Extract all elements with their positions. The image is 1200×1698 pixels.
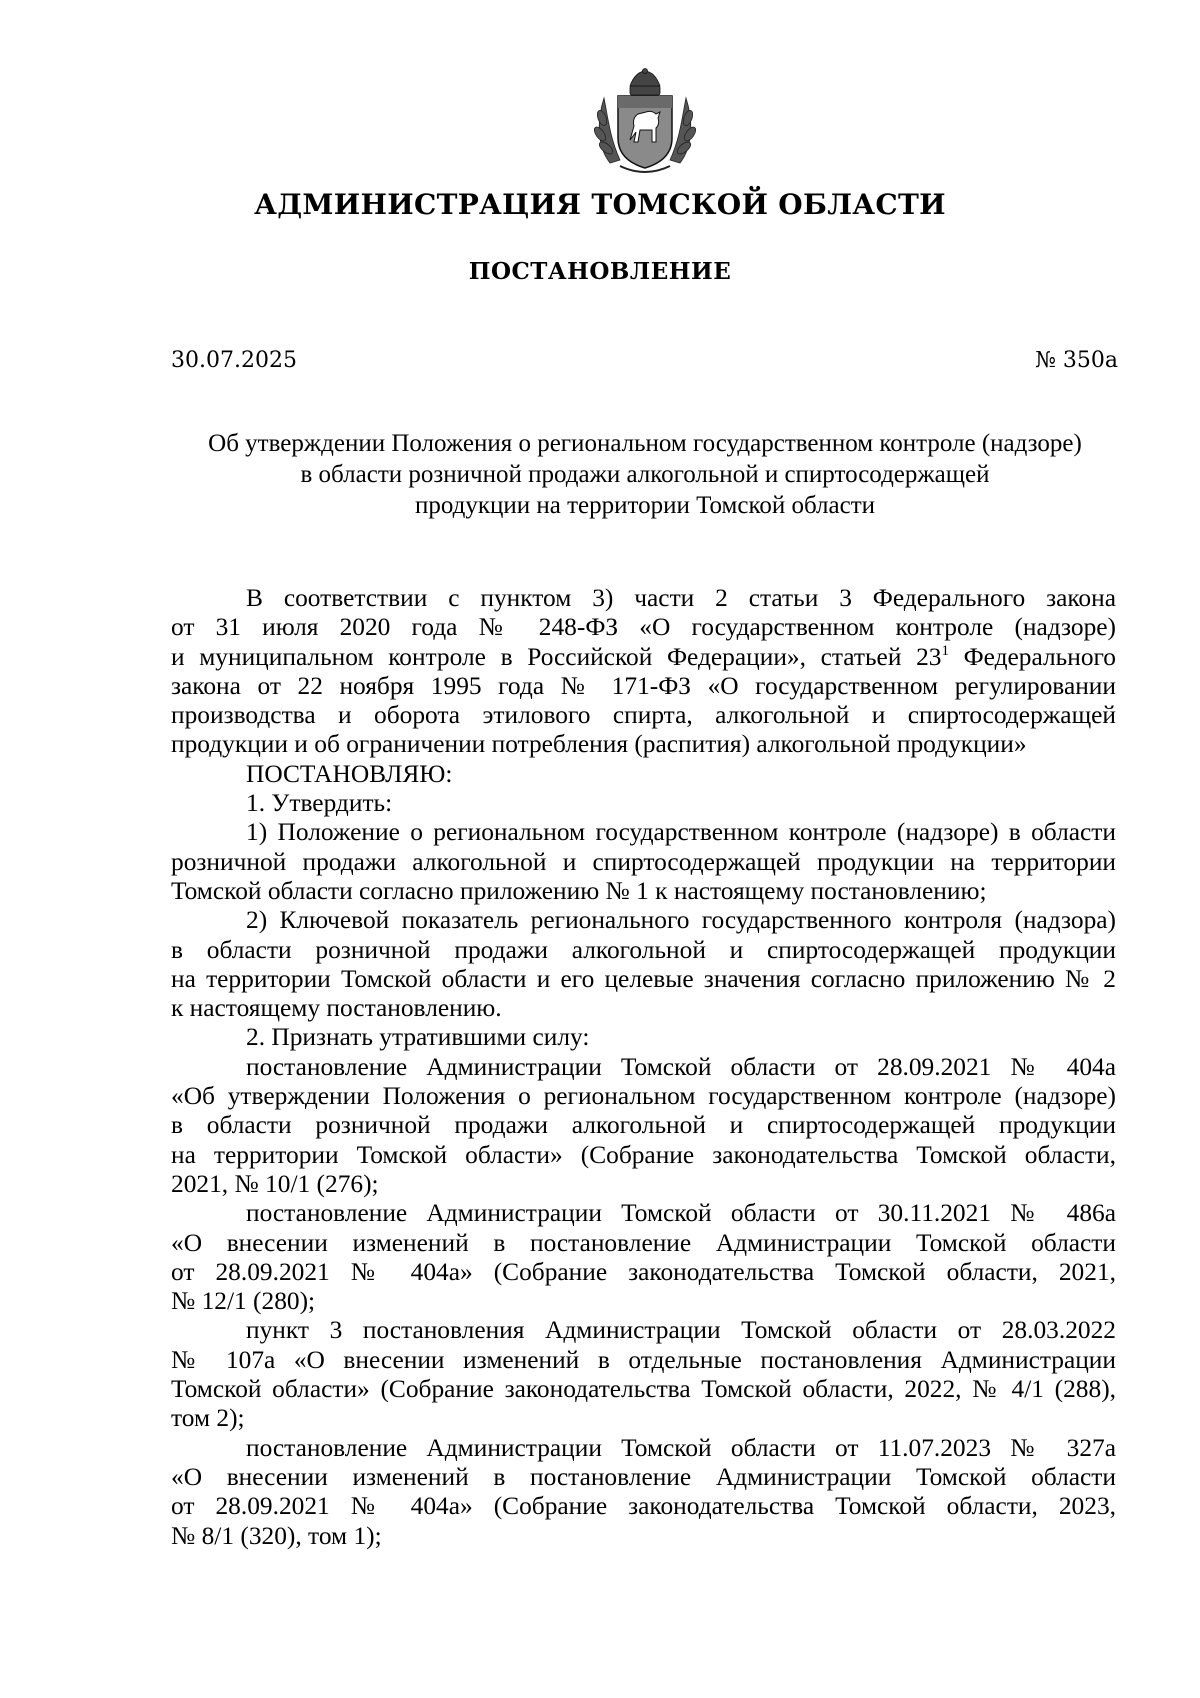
document-number: № 350а	[1035, 348, 1118, 373]
superscript: 1	[941, 642, 949, 659]
body-line: от 28.09.2021 № 404а» (Собрание законодательства Томской области, 2021,	[171, 1257, 1116, 1286]
body-text: Федерального	[948, 642, 1116, 671]
decree-word: ПОСТАНОВЛЯЮ:	[246, 759, 453, 788]
body-text: и муниципальном контроле в Российской Федерации», статьей 23	[171, 642, 942, 671]
body-line: «О внесении изменений в постановление Администрации Томской области	[171, 1228, 1116, 1257]
paragraph-heading: 2. Признать утратившими силу:	[246, 1023, 590, 1052]
body-line: продукции и об ограничении потребления (распития) алкогольной продукции»	[171, 730, 1027, 759]
body-line: «Об утверждении Положения о региональном государственном контроле (надзоре)	[171, 1082, 1116, 1111]
body-line: «О внесении изменений в постановление Администрации Томской области	[171, 1462, 1116, 1491]
body-line: Томской области согласно приложению № 1 к настоящему постановлению;	[171, 876, 987, 905]
body-line	[171, 643, 1116, 672]
body-line: постановление Администрации Томской области от 11.07.2023 № 327а	[246, 1433, 1116, 1462]
body-line: № 12/1 (280);	[171, 1287, 316, 1316]
organization-title: АДМИНИСТРАЦИЯ ТОМСКОЙ ОБЛАСТИ	[254, 188, 946, 221]
body-line: на территории Томской области и его целевые значения согласно приложению № 2	[171, 964, 1116, 993]
body-line: 2) Ключевой показатель регионального государственного контроля (надзора)	[246, 906, 1116, 935]
body-line: № 8/1 (320), том 1);	[171, 1521, 382, 1550]
document-body	[171, 584, 1116, 1551]
body-line: розничной продажи алкогольной и спиртосодержащей продукции на территории	[171, 847, 1116, 876]
document-subject	[170, 428, 1120, 521]
body-line: В соответствии с пунктом 3) части 2 статьи 3 Федерального закона	[246, 584, 1116, 612]
body-line: Томской области» (Собрание законодательства Томской области, 2022, № 4/1 (288),	[171, 1375, 1116, 1404]
body-line: в области розничной продажи алкогольной и спиртосодержащей продукции	[171, 935, 1116, 964]
subject-line: в области розничной продажи алкогольной и спиртосодержащей	[300, 461, 990, 488]
body-line: постановление Администрации Томской области от 28.09.2021 № 404а	[246, 1052, 1116, 1081]
paragraph-heading: 1. Утвердить:	[246, 789, 393, 818]
body-line: № 107а «О внесении изменений в отдельные постановления Администрации	[171, 1345, 1116, 1374]
body-line: к настоящему постановлению.	[171, 994, 502, 1023]
body-line: закона от 22 ноября 1995 года № 171-ФЗ «О государственном регулировании	[171, 671, 1116, 700]
body-line: 1) Положение о региональном государственном контроле (надзоре) в области	[246, 818, 1116, 847]
body-line: постановление Администрации Томской области от 30.11.2021 № 486а	[246, 1199, 1116, 1228]
subject-line: Об утверждении Положения о региональном государственном контроле (надзоре)	[208, 430, 1082, 457]
body-line: производства и оборота этилового спирта, алкогольной и спиртосодержащей	[171, 701, 1116, 730]
body-line: в области розничной продажи алкогольной и спиртосодержащей продукции	[171, 1111, 1116, 1140]
body-line: 2021, № 10/1 (276);	[171, 1169, 379, 1198]
body-line: пункт 3 постановления Администрации Томской области от 28.03.2022	[246, 1316, 1116, 1345]
subject-line: продукции на территории Томской области	[414, 492, 876, 519]
body-line: от 28.09.2021 № 404а» (Собрание законодательства Томской области, 2023,	[171, 1492, 1116, 1521]
body-line: том 2);	[171, 1404, 245, 1433]
document-type-heading: ПОСТАНОВЛЕНИЕ	[468, 258, 732, 285]
body-line: на территории Томской области» (Собрание законодательства Томской области,	[171, 1140, 1116, 1169]
document-date: 30.07.2025	[171, 348, 297, 373]
body-line: от 31 июля 2020 года № 248-ФЗ «О государственном контроле (надзоре)	[171, 613, 1116, 642]
coat-of-arms-icon	[590, 68, 700, 176]
